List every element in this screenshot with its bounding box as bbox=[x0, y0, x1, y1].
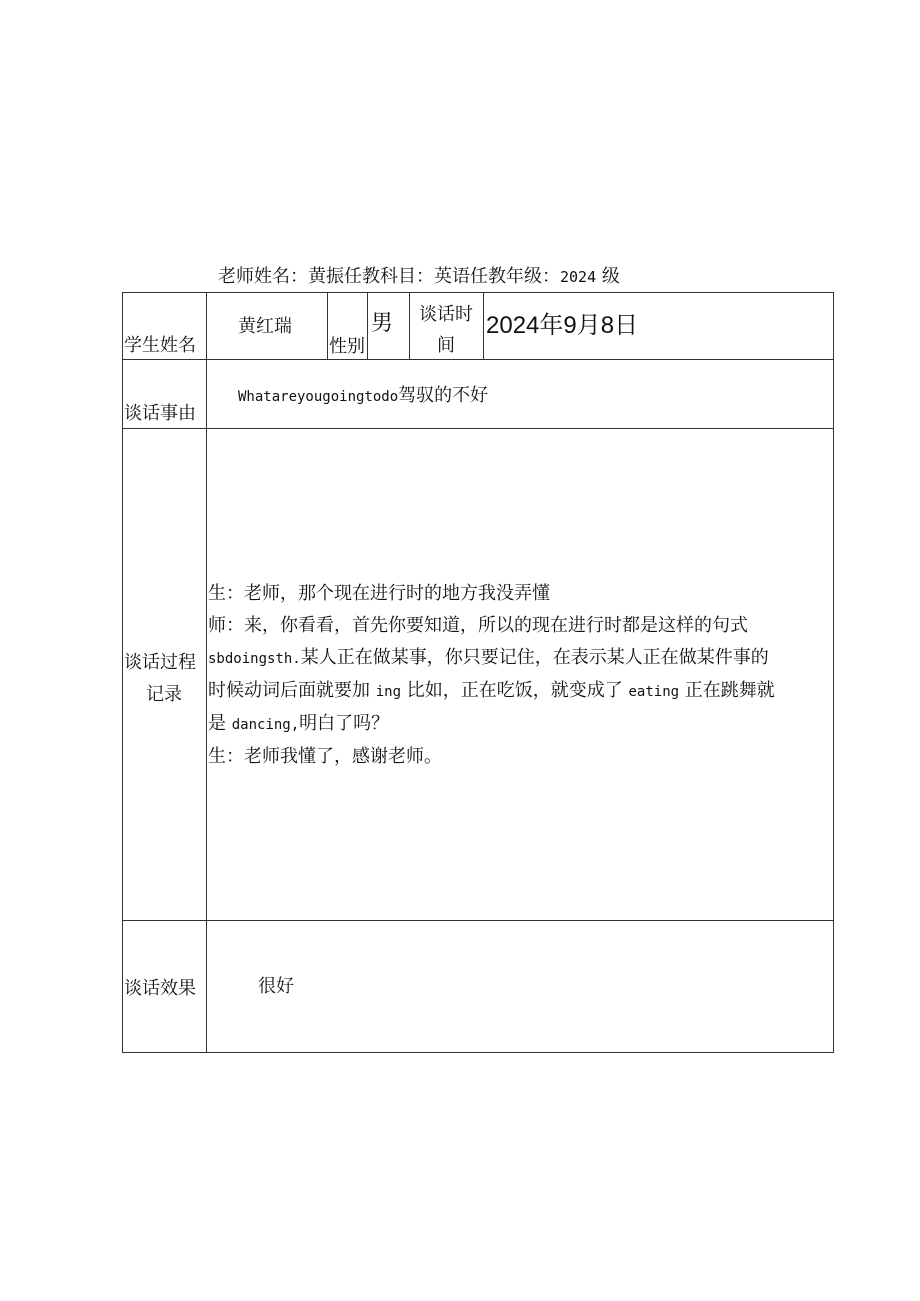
effect-value: 很好 bbox=[258, 976, 294, 997]
record-line: sbdoingsth.某人正在做某事，你只要记住，在表示某人正在做某件事的 bbox=[208, 647, 769, 668]
record-line: 生：老师，那个现在进行时的地方我没弄懂 bbox=[208, 583, 550, 604]
effect-label: 谈话效果 bbox=[124, 978, 196, 999]
record-line: 是 dancing,明白了吗？ bbox=[208, 713, 390, 734]
teacher-name: 黄振 bbox=[308, 266, 344, 287]
subject-value: 英语 bbox=[434, 266, 470, 287]
grade-suffix: 级 bbox=[601, 266, 620, 287]
student-name-value: 黄红瑞 bbox=[238, 316, 292, 337]
teacher-label: 老师姓名： bbox=[218, 266, 308, 287]
table-border-left bbox=[122, 292, 123, 1053]
record-line: 师：来，你看看，首先你要知道，所以的现在进行时都是这样的句式 bbox=[208, 615, 748, 636]
grade-label: 任教年级： bbox=[470, 266, 560, 287]
reason-chinese: 驾驭的不好 bbox=[398, 385, 489, 406]
table-row-divider bbox=[122, 359, 834, 360]
reason-value bbox=[238, 383, 488, 410]
record-line: 生：老师我懂了，感谢老师。 bbox=[208, 746, 442, 767]
gender-label: 性别 bbox=[329, 336, 365, 357]
table-row-divider bbox=[122, 920, 834, 921]
time-label-line1: 谈话时 bbox=[419, 304, 473, 325]
grade-year: 2024 bbox=[560, 268, 597, 286]
table-border-right bbox=[833, 292, 834, 1053]
reason-label: 谈话事由 bbox=[124, 403, 196, 424]
table-row-divider bbox=[122, 428, 834, 429]
table-border-top bbox=[122, 292, 834, 293]
subject-label: 任教科目： bbox=[344, 266, 434, 287]
label-column-divider bbox=[206, 292, 207, 1053]
student-name-label: 学生姓名 bbox=[124, 335, 196, 356]
reason-english: Whatareyougoingtodo bbox=[238, 389, 399, 405]
row1-divider bbox=[483, 292, 484, 359]
process-label-line2: 记录 bbox=[146, 684, 182, 705]
interview-date: 2024年9月8日 bbox=[486, 312, 639, 339]
row1-divider bbox=[409, 292, 410, 359]
gender-value: 男 bbox=[371, 311, 394, 336]
row1-divider bbox=[367, 292, 368, 359]
time-label-line2: 间 bbox=[437, 335, 455, 356]
row1-divider bbox=[327, 292, 328, 359]
record-line: 时候动词后面就要加 ing 比如，正在吃饭，就变成了 eating 正在跳舞就 bbox=[208, 680, 775, 701]
interview-process-record bbox=[208, 578, 832, 773]
table-border-bottom bbox=[122, 1052, 834, 1053]
process-label-line1: 谈话过程 bbox=[124, 652, 196, 673]
